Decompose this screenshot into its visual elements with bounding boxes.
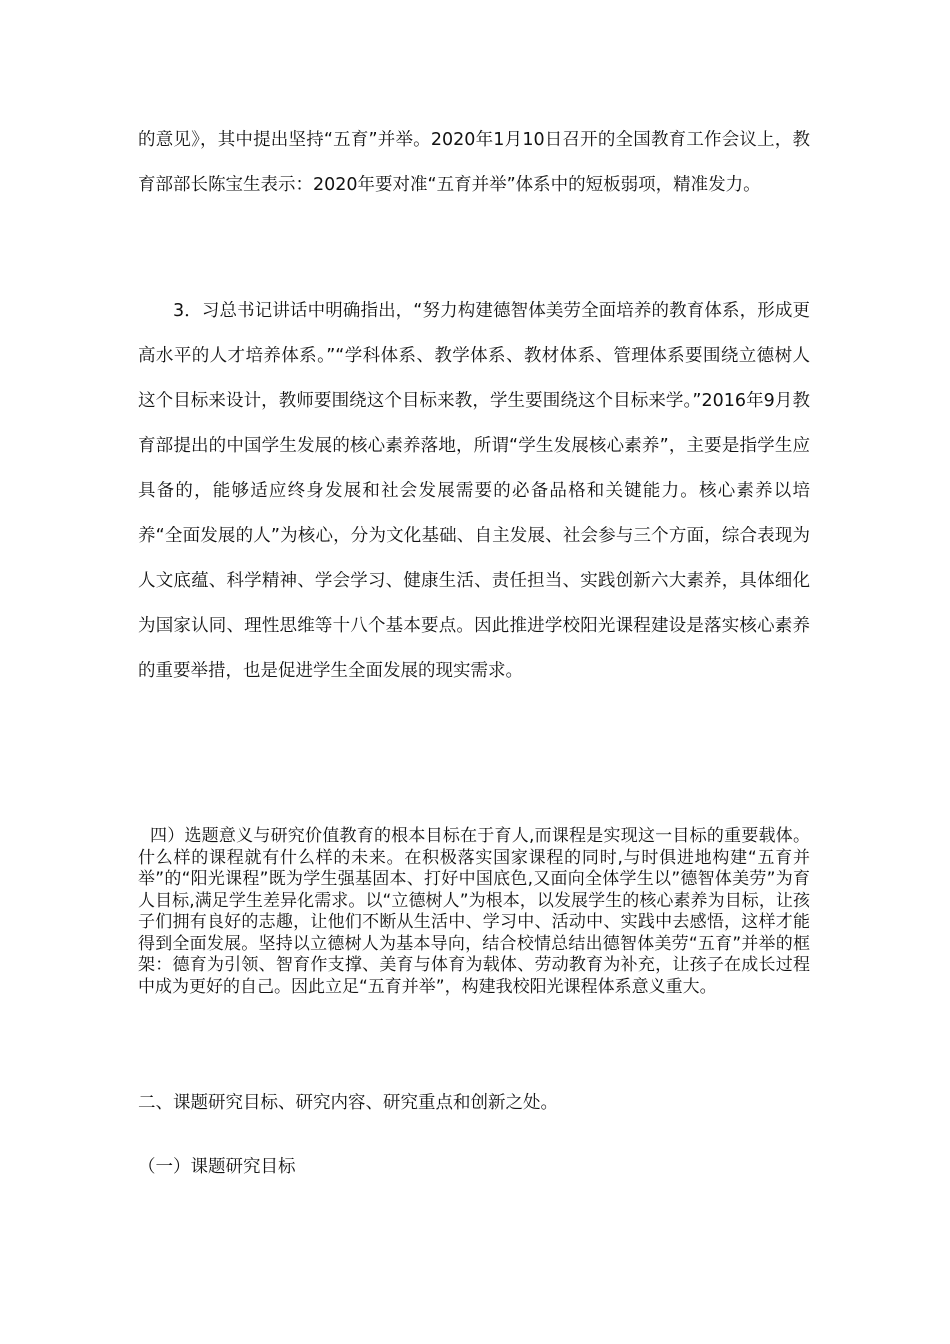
paragraph-point-3: 3．习总书记讲话中明确指出，“努力构建德智体美劳全面培养的教育体系，形成更高水平的人才培养体系。”“学科体系、教学体系、教材体系、管理体系要围绕立德树人这个目标来设计，教师要围绕这个目标来教，学生要围绕这个目标来学。”2016年9月教育部提出的中国学生发展的核心素养落地，所谓“学生发展核心素养”，主要是指学生应具备的，能够适应终身发展和社会发展需要的必备品格和关键能力。核心素养以培养“全面发展的人”为核心，分为文化基础、自主发展、社会参与三个方面，综合表现为人文底蕴、科学精神、学会学习、健康生活、责任担当、实践创新六大素养，具体细化为国家认同、理性思维等十八个基本要点。因此推进学校阳光课程建设是落实核心素养的重要举措，也是促进学生全面发展的现实需求。 [138,301,810,681]
heading-section-2: 二、课题研究目标、研究内容、研究重点和创新之处。 [138,1093,558,1113]
paragraph-section-4: 四）选题意义与研究价值教育的根本目标在于育人,而课程是实现这一目标的重要载体。什么样的课程就有什么样的未来。在积极落实国家课程的同时,与时俱进地构建“五育并举”的“阳光课程”既为学生强基固本、打好中国底色,又面向全体学生以”德智体美劳”为育人目标,满足学生差异化需求。以“立德树人”为根本，以发展学生的核心素养为目标，让孩子们拥有良好的志趣，让他们不断从生活中、学习中、活动中、实践中去感悟，这样才能得到全面发展。坚持以立德树人为基本导向，结合校情总结出德智体美劳“五育”并举的框架：德育为引领、智育作支撑、美育与体育为载体、劳动教育为补充，让孩子在成长过程中成为更好的自己。因此立足“五育并举”，构建我校阳光课程体系意义重大。 [138,826,810,997]
paragraph-intro-continuation: 的意见》，其中提出坚持“五育”并举。2020年1月10日召开的全国教育工作会议上，教育部部长陈宝生表示：2020年要对准“五育并举”体系中的短板弱项，精准发力。 [138,130,810,195]
heading-research-goals: （一）课题研究目标 [138,1157,296,1177]
